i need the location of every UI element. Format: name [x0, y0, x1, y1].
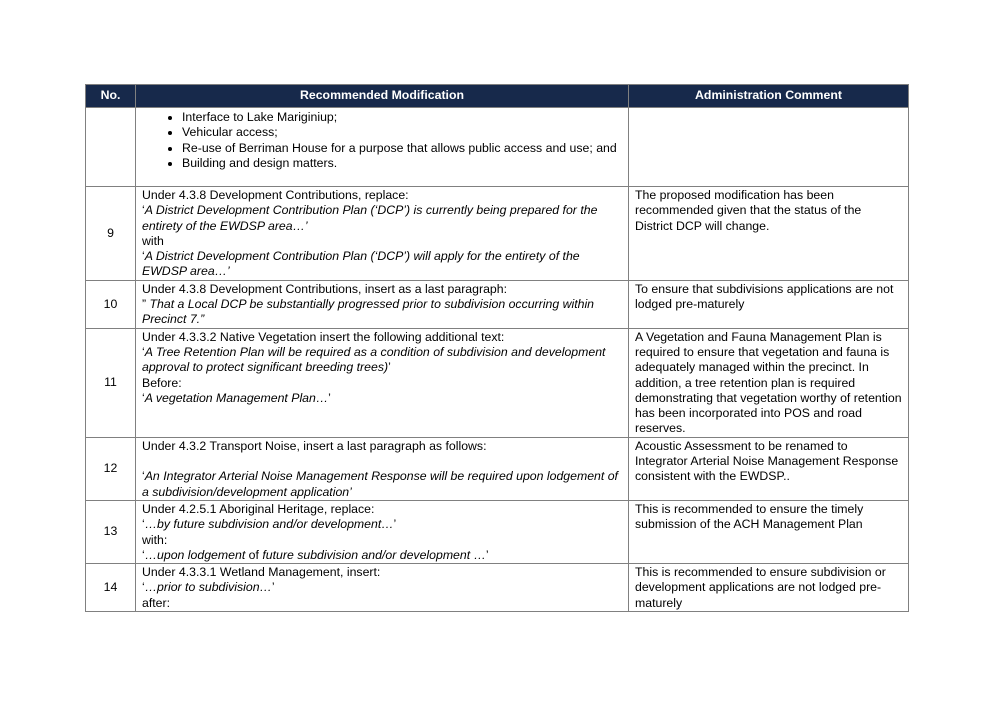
table-row	[86, 108, 909, 187]
header-recommended-modification: Recommended Modification	[136, 85, 629, 108]
row-number: 11	[86, 328, 136, 437]
row-number: 13	[86, 500, 136, 563]
row-number: 12	[86, 437, 136, 500]
table-row	[86, 500, 909, 563]
row-number: 10	[86, 280, 136, 328]
list-item: • Interface to Lake Mariginiup;	[182, 110, 622, 125]
modification-line: Under 4.3.2 Transport Noise, insert a last paragraph as follows:	[142, 438, 487, 453]
row-number-cell	[86, 108, 136, 187]
row-number: 14	[86, 564, 136, 612]
modification-line: Under 4.2.5.1 Aboriginal Heritage, replace:	[142, 501, 375, 516]
row-number: 9	[86, 187, 136, 281]
header-no: No.	[86, 85, 136, 108]
list-item: • Vehicular access;	[182, 125, 622, 140]
modification-cell	[136, 328, 629, 437]
comment-cell: A Vegetation and Fauna Management Plan is required to ensure that vegetation and fauna is adequately managed within the precinct. In addition, a tree retention plan is required demonstrating that vegetation worthy of retention has been incorporated into POS and road reserves.	[629, 328, 909, 437]
modification-quote: ‘An Integrator Arterial Noise Management Response will be required upon lodgement of a subdivision/development application’	[142, 469, 618, 499]
bullet-list	[142, 110, 622, 171]
modification-line: Under 4.3.8 Development Contributions, insert as a last paragraph:	[142, 281, 508, 296]
modification-cell	[136, 108, 629, 187]
modifications-table	[85, 84, 909, 612]
list-item: • Building and design matters.	[182, 156, 622, 171]
comment-cell: This is recommended to ensure the timely submission of the ACH Management Plan	[629, 500, 909, 563]
modification-cell	[136, 500, 629, 563]
modification-cell	[136, 187, 629, 281]
table-row	[86, 437, 909, 500]
comment-cell: To ensure that subdivisions applications are not lodged pre-maturely	[629, 280, 909, 328]
modification-line: Under 4.3.8 Development Contributions, replace:	[142, 188, 409, 202]
table-row	[86, 187, 909, 281]
modification-quote: ‘…prior to subdivision…’	[142, 580, 275, 595]
table-row	[86, 328, 909, 437]
modification-line: with:	[142, 532, 168, 547]
modification-line: with	[142, 233, 164, 248]
header-administration-comment: Administration Comment	[629, 85, 909, 108]
list-item: • Re-use of Berriman House for a purpose that allows public access and use; and	[182, 141, 622, 156]
modification-line: Before:	[142, 375, 182, 390]
modification-cell	[136, 280, 629, 328]
modification-quote: ‘A vegetation Management Plan…’	[142, 390, 331, 405]
blank-line	[142, 454, 622, 469]
modification-quote: ‘A District Development Contribution Plan (‘DCP’) will apply for the entirety of the EWDSP area…’	[142, 249, 580, 279]
comment-cell	[629, 108, 909, 187]
modification-quote: ” That a Local DCP be substantially progressed prior to subdivision occurring within Precinct 7.”	[142, 297, 595, 327]
modification-quote: ‘…upon lodgement of future subdivision and/or development …’	[142, 547, 489, 562]
table-row	[86, 280, 909, 328]
modification-line: Under 4.3.3.1 Wetland Management, insert:	[142, 565, 381, 580]
modification-quote: ‘A Tree Retention Plan will be required as a condition of subdivision and development approval to protect significant breeding trees)’	[142, 344, 606, 375]
modification-line: after:	[142, 595, 171, 610]
modification-cell	[136, 437, 629, 500]
modification-quote: ‘A District Development Contribution Plan (‘DCP’) is currently being prepared for the entirety of the EWDSP area…’	[142, 203, 598, 233]
comment-cell: The proposed modification has been recommended given that the status of the District DCP will change.	[629, 187, 909, 281]
table-row	[86, 564, 909, 612]
modification-cell	[136, 564, 629, 612]
modification-quote: ‘…by future subdivision and/or development…’	[142, 517, 397, 532]
comment-cell: Acoustic Assessment to be renamed to Integrator Arterial Noise Management Response consistent with the EWDSP..	[629, 437, 909, 500]
modification-line: Under 4.3.3.2 Native Vegetation insert the following additional text:	[142, 329, 505, 344]
table-header-row	[86, 85, 909, 108]
comment-cell: This is recommended to ensure subdivision or development applications are not lodged pre-maturely	[629, 564, 909, 612]
